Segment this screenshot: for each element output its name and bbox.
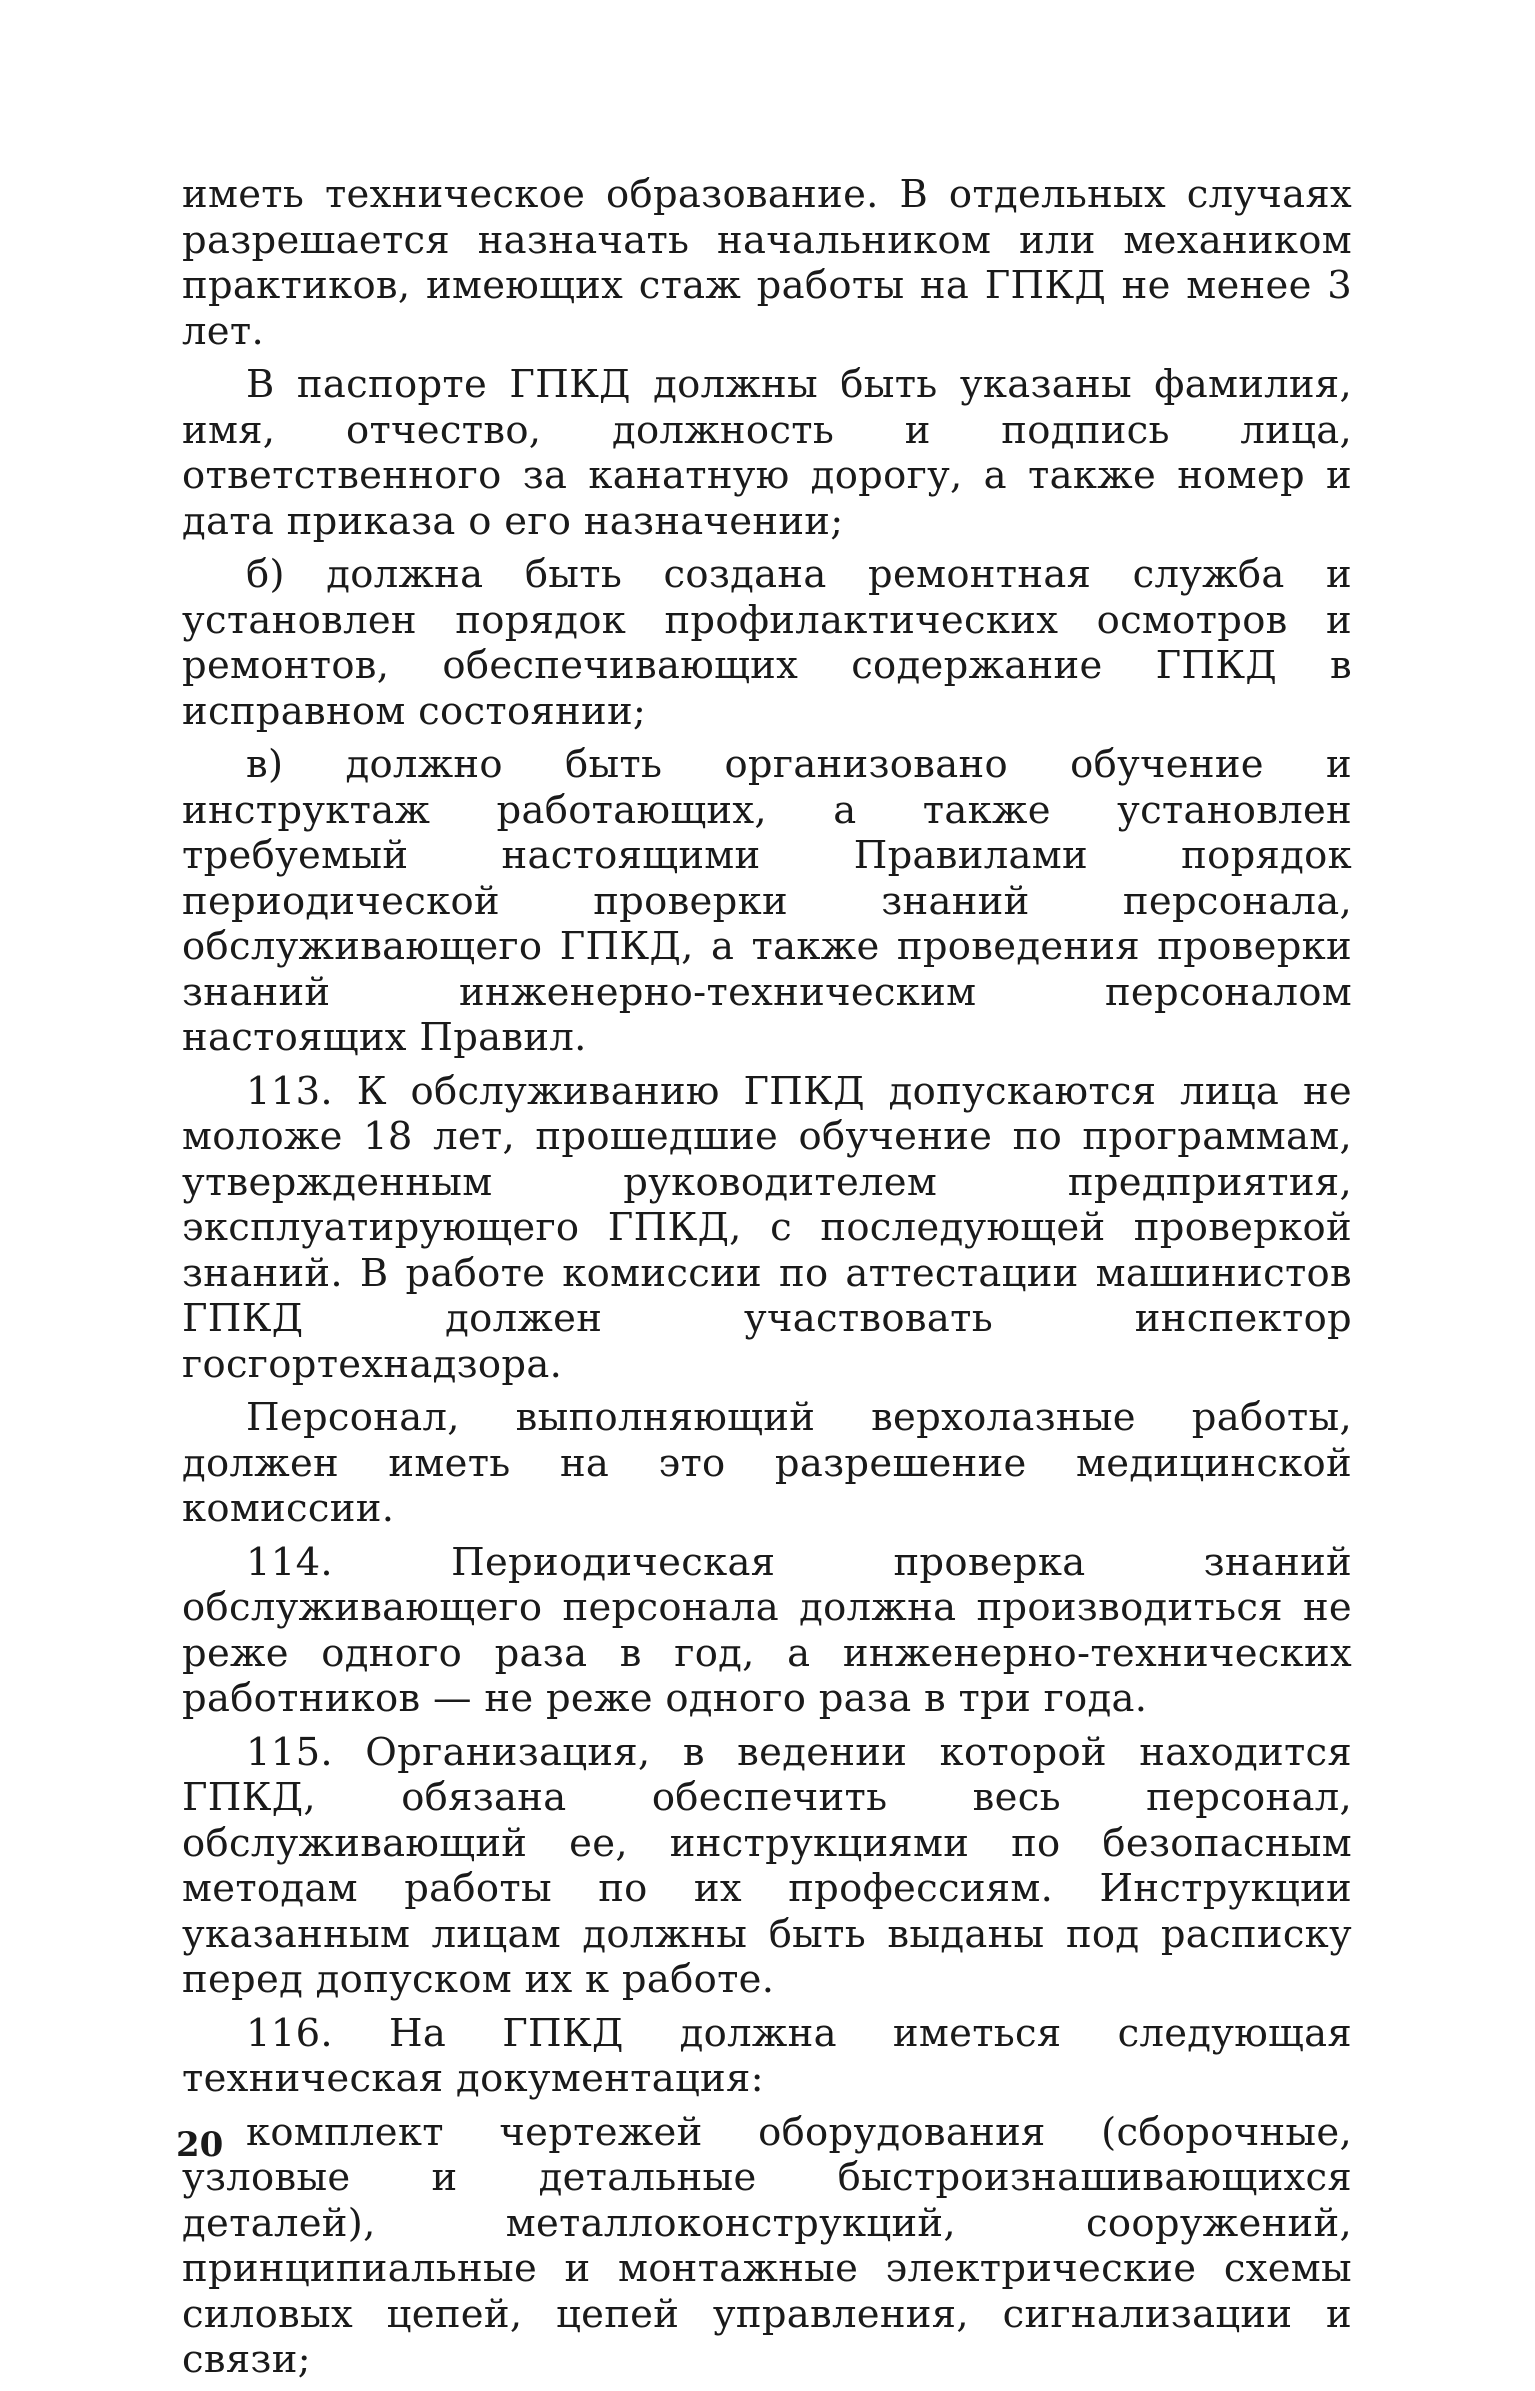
paragraph-education-requirement: иметь техническое образование. В отдельных случаях разрешается назначать начальником или механиком практиков, имеющих стаж работы на ГПКД не менее 3 лет.: [182, 172, 1352, 354]
paragraph-drawings-set: комплект чертежей оборудования (сборочные, узловые и детальные быстроизнашивающихся деталей), металлоконструкций, сооружений, принципиальные и монтажные электрические схемы силовых цепей, цепей управления, сигнализации и связи;: [182, 2109, 1352, 2382]
page-body: [182, 172, 1352, 2391]
paragraph-115: 115. Организация, в ведении которой находится ГПКД, обязана обеспечить весь персонал, обслуживающий ее, инструкциями по безопасным методам работы по их профессиям. Инструкции указанным лицам должны быть выданы под расписку перед допуском их к работе.: [182, 1729, 1352, 2002]
paragraph-item-b: б) должна быть создана ремонтная служба и установлен порядок профилактических осмотров и ремонтов, обеспечивающих содержание ГПКД в исправном состоянии;: [182, 552, 1352, 734]
paragraph-116: 116. На ГПКД должна иметься следующая техническая документация:: [182, 2010, 1352, 2101]
paragraph-high-altitude: Персонал, выполняющий верхолазные работы, должен иметь на это разрешение медицинской комиссии.: [182, 1395, 1352, 1531]
page-number: 20: [176, 2125, 224, 2165]
paragraph-passport: В паспорте ГПКД должны быть указаны фамилия, имя, отчество, должность и подпись лица, ответственного за канатную дорогу, а также номер и дата приказа о его назначении;: [182, 362, 1352, 544]
paragraph-item-v: в) должно быть организовано обучение и инструктаж работающих, а также установлен требуемый настоящими Правилами порядок периодической проверки знаний персонала, обслуживающего ГПКД, а также проведения проверки знаний инженерно-техническим персоналом настоящих Правил.: [182, 742, 1352, 1060]
paragraph-114: 114. Периодическая проверка знаний обслуживающего персонала должна производиться не реже одного раза в год, а инженерно-технических работников — не реже одного раза в три года.: [182, 1539, 1352, 1721]
paragraph-113: 113. К обслуживанию ГПКД допускаются лица не моложе 18 лет, прошедшие обучение по программам, утвержденным руководителем предприятия, эксплуатирующего ГПКД, с последующей проверкой знаний. В работе комиссии по аттестации машинистов ГПКД должен участвовать инспектор госгортехнадзора.: [182, 1068, 1352, 1387]
